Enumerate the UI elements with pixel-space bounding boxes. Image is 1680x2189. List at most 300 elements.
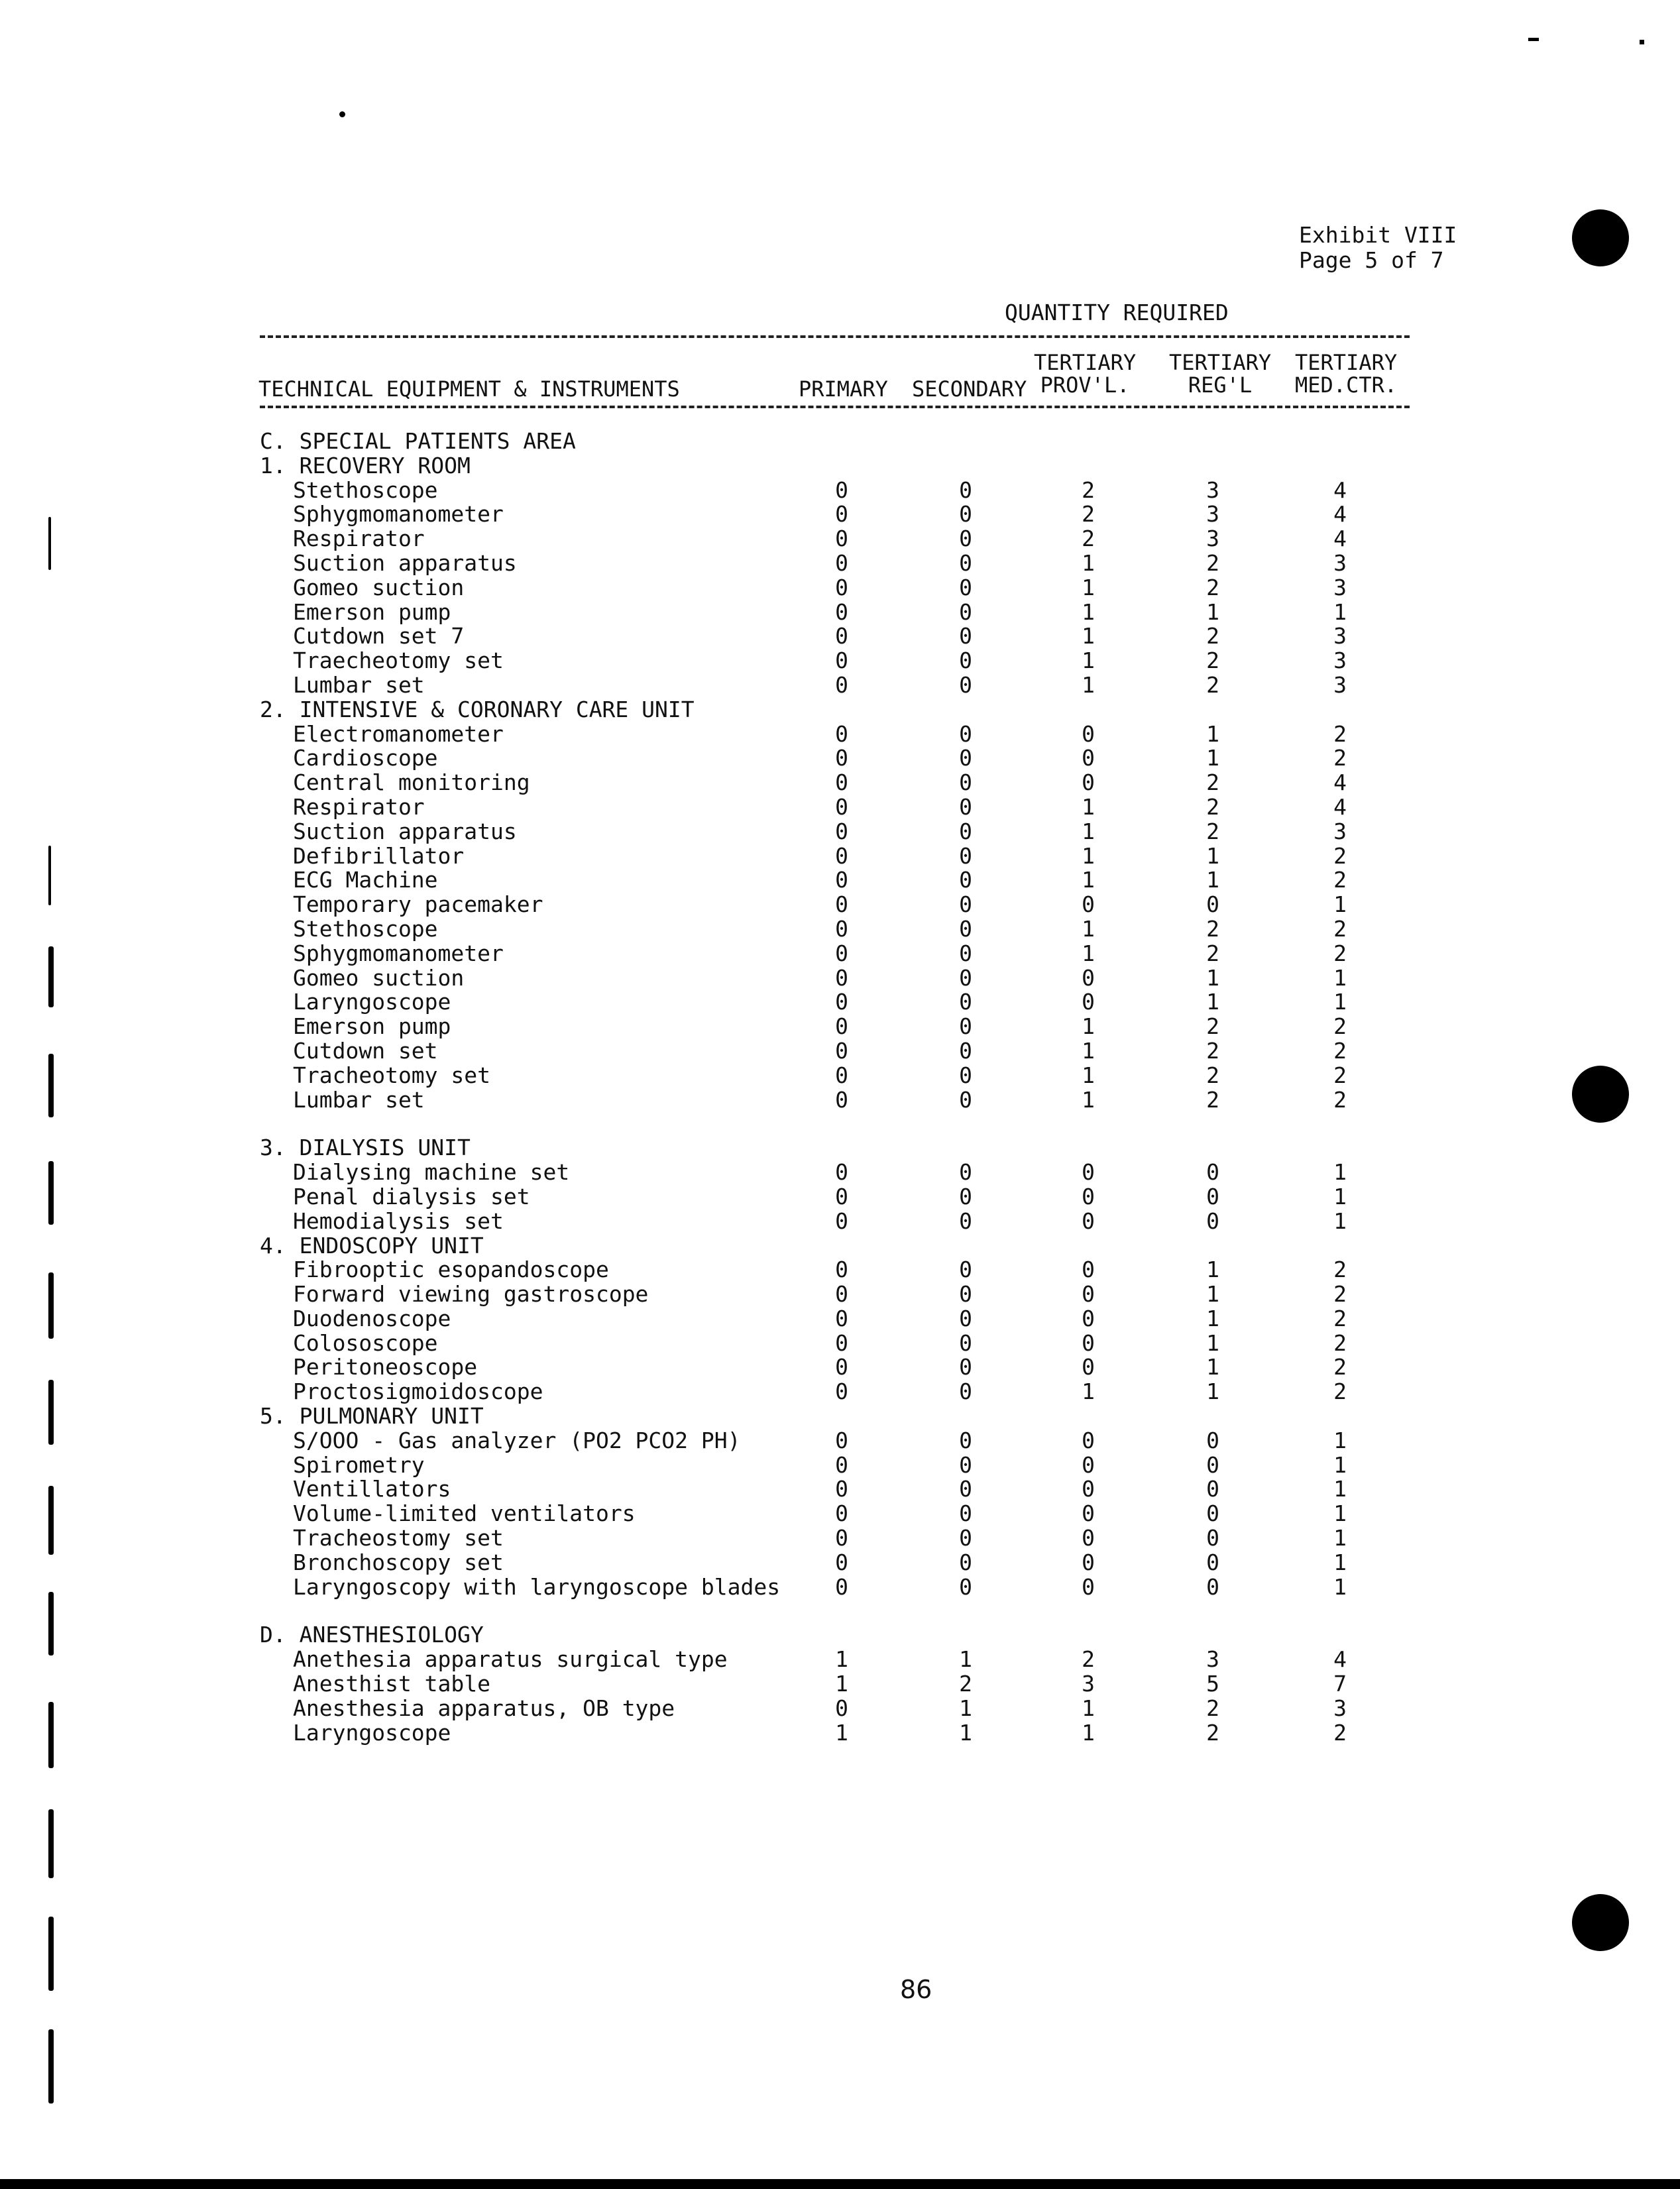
equipment-name: Peritoneoscope: [293, 1354, 478, 1380]
equipment-name: Emerson pump: [293, 598, 451, 625]
table-row: [0, 1258, 1680, 1282]
binder-hole-middle: [1572, 1066, 1629, 1123]
table-row: [0, 1721, 1680, 1746]
edge-mark: [48, 1809, 54, 1878]
tertiary-medctr-qty: 1: [1333, 1427, 1347, 1453]
primary-qty: 0: [835, 818, 848, 844]
table-row: [0, 673, 1680, 698]
tertiary-provl-qty: 0: [1082, 1159, 1095, 1186]
primary-qty: 0: [835, 574, 848, 600]
tertiary-provl-qty: 0: [1082, 1500, 1095, 1527]
secondary-qty: 0: [959, 1159, 972, 1186]
tertiary-medctr-qty: 2: [1333, 1062, 1347, 1088]
table-row: [0, 576, 1680, 600]
tertiary-regl-qty: 2: [1206, 623, 1219, 649]
section-heading-label: C. SPECIAL PATIENTS AREA: [260, 428, 576, 454]
tertiary-medctr-qty: 2: [1333, 867, 1347, 893]
tertiary-regl-qty: 2: [1206, 915, 1219, 942]
table-row: [0, 502, 1680, 527]
tertiary-medctr-qty: 4: [1333, 477, 1347, 503]
tertiary-medctr-qty: 1: [1333, 1183, 1347, 1209]
table-row: [0, 1453, 1680, 1478]
tertiary-medctr-qty: 3: [1333, 647, 1347, 674]
tertiary-medctr-qty: 1: [1333, 1451, 1347, 1478]
secondary-qty: 0: [959, 1257, 972, 1283]
tertiary-provl-qty: 0: [1082, 1525, 1095, 1551]
tertiary-regl-qty: 1: [1206, 1378, 1219, 1405]
scan-border-bottom: [0, 2179, 1680, 2189]
secondary-qty: 0: [959, 1013, 972, 1040]
table-row: [0, 820, 1680, 844]
tertiary-medctr-qty: 2: [1333, 1013, 1347, 1040]
tertiary-medctr-qty: 1: [1333, 1525, 1347, 1551]
equipment-name: Respirator: [293, 526, 425, 552]
tertiary-medctr-qty: 2: [1333, 1037, 1347, 1064]
tertiary-medctr-qty: 3: [1333, 549, 1347, 576]
equipment-name: Sphygmomanometer: [293, 501, 504, 528]
table-row: [0, 746, 1680, 771]
section-heading-label: 1. RECOVERY ROOM: [260, 452, 471, 478]
table-row: [0, 1551, 1680, 1575]
primary-qty: 0: [835, 1257, 848, 1283]
equipment-name: Spirometry: [293, 1451, 425, 1478]
tertiary-medctr-qty: 4: [1333, 769, 1347, 796]
tertiary-regl-qty: 2: [1206, 818, 1219, 844]
table-row: [0, 649, 1680, 673]
secondary-qty: 0: [959, 623, 972, 649]
table-row: [0, 1307, 1680, 1331]
tertiary-provl-qty: 0: [1082, 1207, 1095, 1234]
primary-qty: 1: [835, 1646, 848, 1673]
secondary-qty: 0: [959, 1476, 972, 1502]
tertiary-medctr-qty: 2: [1333, 745, 1347, 771]
tertiary-medctr-qty: 2: [1333, 1329, 1347, 1356]
section-heading-label: 5. PULMONARY UNIT: [260, 1403, 484, 1430]
secondary-qty: 0: [959, 891, 972, 918]
tertiary-provl-qty: 0: [1082, 891, 1095, 918]
tertiary-provl-qty: 1: [1082, 598, 1095, 625]
table-row: [0, 1477, 1680, 1502]
tertiary-provl-qty: 1: [1082, 1037, 1095, 1064]
equipment-name: Emerson pump: [293, 1013, 451, 1040]
table-row: [0, 1209, 1680, 1234]
secondary-qty: 0: [959, 1062, 972, 1088]
table-row: [0, 551, 1680, 576]
secondary-qty: 0: [959, 1525, 972, 1551]
edge-mark: [48, 1917, 54, 1991]
primary-qty: 0: [835, 1354, 848, 1380]
equipment-name: Suction apparatus: [293, 818, 517, 844]
equipment-name: Hemodialysis set: [293, 1207, 504, 1234]
scan-speck: [339, 111, 345, 117]
equipment-name: Tracheostomy set: [293, 1525, 504, 1551]
secondary-qty: 0: [959, 1329, 972, 1356]
binder-hole-bottom: [1572, 1894, 1629, 1951]
equipment-name: Stethoscope: [293, 477, 438, 503]
tertiary-regl-qty: 0: [1206, 1427, 1219, 1453]
table-row: [0, 1088, 1680, 1113]
tertiary-provl-qty: 0: [1082, 745, 1095, 771]
table-row: [0, 722, 1680, 747]
primary-qty: 0: [835, 1086, 848, 1113]
table-row: [0, 1331, 1680, 1356]
primary-qty: 0: [835, 1037, 848, 1064]
secondary-qty: 0: [959, 940, 972, 966]
primary-qty: 0: [835, 671, 848, 698]
primary-qty: 0: [835, 964, 848, 991]
edge-mark: [48, 1592, 54, 1656]
primary-qty: 0: [835, 647, 848, 674]
equipment-name: Laryngoscope: [293, 989, 451, 1015]
tertiary-medctr-qty: 2: [1333, 915, 1347, 942]
secondary-qty: 1: [959, 1719, 972, 1746]
primary-qty: 0: [835, 1207, 848, 1234]
secondary-qty: 0: [959, 477, 972, 503]
equipment-name: Traecheotomy set: [293, 647, 504, 674]
tertiary-medctr-qty: 1: [1333, 1476, 1347, 1502]
table-row: [0, 771, 1680, 795]
equipment-name: Sphygmomanometer: [293, 940, 504, 966]
edge-mark: [48, 946, 54, 1007]
tertiary-medctr-qty: 1: [1333, 989, 1347, 1015]
tertiary-regl-qty: 1: [1206, 1354, 1219, 1380]
tertiary-provl-qty: 1: [1082, 1086, 1095, 1113]
tertiary-regl-qty: 2: [1206, 1037, 1219, 1064]
tertiary-regl-qty: 1: [1206, 720, 1219, 747]
column-header-item: TECHNICAL EQUIPMENT & INSTRUMENTS: [258, 376, 680, 402]
table-row: [0, 600, 1680, 625]
tertiary-regl-qty: 0: [1206, 1525, 1219, 1551]
tertiary-medctr-qty: 4: [1333, 501, 1347, 528]
tertiary-medctr-qty: 1: [1333, 1159, 1347, 1186]
section-heading: [0, 1136, 1680, 1160]
secondary-qty: 0: [959, 989, 972, 1015]
tertiary-regl-qty: 2: [1206, 1695, 1219, 1721]
primary-qty: 0: [835, 745, 848, 771]
table-row: [0, 844, 1680, 869]
secondary-qty: 0: [959, 769, 972, 796]
edge-mark: [48, 1380, 54, 1445]
tertiary-provl-qty: 1: [1082, 1719, 1095, 1746]
equipment-name: Colososcope: [293, 1329, 438, 1356]
secondary-qty: 0: [959, 1305, 972, 1331]
column-header-primary: PRIMARY: [799, 376, 888, 402]
tertiary-regl-qty: 3: [1206, 1646, 1219, 1673]
column-header-tertiary-medctr: TERTIARY MED.CTR.: [1295, 350, 1398, 398]
table-row: [0, 1039, 1680, 1064]
primary-qty: 0: [835, 1500, 848, 1527]
secondary-qty: 0: [959, 793, 972, 820]
secondary-qty: 0: [959, 1451, 972, 1478]
secondary-qty: 0: [959, 1207, 972, 1234]
equipment-name: Fibrooptic esopandoscope: [293, 1257, 609, 1283]
secondary-qty: 0: [959, 501, 972, 528]
secondary-qty: 0: [959, 574, 972, 600]
tertiary-medctr-qty: 3: [1333, 671, 1347, 698]
equipment-name: Laryngoscopy with laryngoscope blades: [293, 1573, 781, 1600]
secondary-qty: 0: [959, 549, 972, 576]
page-of-label: Page 5 of 7: [1299, 247, 1444, 273]
equipment-name: Bronchoscopy set: [293, 1549, 504, 1575]
primary-qty: 0: [835, 867, 848, 893]
tertiary-regl-qty: 2: [1206, 940, 1219, 966]
tertiary-provl-qty: 0: [1082, 1329, 1095, 1356]
equipment-name: S/OOO - Gas analyzer (PO2 PCO2 PH): [293, 1427, 741, 1453]
edge-mark: [48, 2029, 54, 2104]
tertiary-provl-qty: 0: [1082, 1476, 1095, 1502]
tertiary-medctr-qty: 2: [1333, 1086, 1347, 1113]
tertiary-regl-qty: 0: [1206, 1451, 1219, 1478]
tertiary-regl-qty: 2: [1206, 793, 1219, 820]
tertiary-provl-qty: 0: [1082, 1183, 1095, 1209]
primary-qty: 0: [835, 477, 848, 503]
primary-qty: 0: [835, 623, 848, 649]
primary-qty: 0: [835, 1281, 848, 1308]
section-heading: [0, 1623, 1680, 1648]
tertiary-provl-qty: 2: [1082, 477, 1095, 503]
section-spacer: [0, 1112, 1680, 1136]
secondary-qty: 0: [959, 842, 972, 869]
section-heading: [0, 429, 1680, 454]
tertiary-regl-qty: 2: [1206, 574, 1219, 600]
primary-qty: 0: [835, 1525, 848, 1551]
tertiary-medctr-qty: 1: [1333, 1573, 1347, 1600]
section-spacer: [0, 1599, 1680, 1623]
table-row: [0, 893, 1680, 917]
tertiary-provl-qty: 0: [1082, 769, 1095, 796]
tertiary-provl-qty: 1: [1082, 842, 1095, 869]
edge-mark: [48, 1272, 54, 1339]
tertiary-provl-qty: 0: [1082, 1427, 1095, 1453]
primary-qty: 0: [835, 1378, 848, 1405]
tertiary-provl-qty: 0: [1082, 989, 1095, 1015]
secondary-qty: 0: [959, 598, 972, 625]
tertiary-medctr-qty: 2: [1333, 1305, 1347, 1331]
tertiary-provl-qty: 0: [1082, 1281, 1095, 1308]
tertiary-medctr-qty: 2: [1333, 720, 1347, 747]
tertiary-medctr-qty: 7: [1333, 1671, 1347, 1697]
equipment-name: Lumbar set: [293, 1086, 425, 1113]
tertiary-medctr-qty: 1: [1333, 1549, 1347, 1575]
primary-qty: 0: [835, 549, 848, 576]
tertiary-medctr-qty: 3: [1333, 1695, 1347, 1721]
equipment-name: Anethesia apparatus surgical type: [293, 1646, 728, 1673]
secondary-qty: 0: [959, 818, 972, 844]
primary-qty: 0: [835, 598, 848, 625]
table-row: [0, 1697, 1680, 1721]
equipment-name: Cutdown set 7: [293, 623, 465, 649]
tertiary-medctr-qty: 4: [1333, 526, 1347, 552]
tertiary-regl-qty: 2: [1206, 1062, 1219, 1088]
primary-qty: 0: [835, 1329, 848, 1356]
table-row: [0, 1355, 1680, 1380]
tertiary-provl-qty: 0: [1082, 1573, 1095, 1600]
tertiary-medctr-qty: 3: [1333, 574, 1347, 600]
table-row: [0, 527, 1680, 551]
table-row: [0, 917, 1680, 942]
exhibit-title: Exhibit VIII: [1299, 222, 1457, 248]
primary-qty: 0: [835, 1427, 848, 1453]
equipment-name: Electromanometer: [293, 720, 504, 747]
primary-qty: 0: [835, 1451, 848, 1478]
primary-qty: 0: [835, 501, 848, 528]
primary-qty: 0: [835, 793, 848, 820]
equipment-name: Gomeo suction: [293, 574, 465, 600]
tertiary-regl-qty: 0: [1206, 1476, 1219, 1502]
tertiary-provl-qty: 0: [1082, 1305, 1095, 1331]
tertiary-provl-qty: 1: [1082, 867, 1095, 893]
secondary-qty: 0: [959, 1354, 972, 1380]
section-heading: [0, 1404, 1680, 1429]
primary-qty: 1: [835, 1671, 848, 1697]
scan-speck: [1640, 40, 1644, 44]
primary-qty: 0: [835, 1305, 848, 1331]
edge-mark: [48, 1486, 54, 1555]
section-heading-label: 3. DIALYSIS UNIT: [260, 1135, 471, 1161]
secondary-qty: 0: [959, 964, 972, 991]
table-row: [0, 1526, 1680, 1551]
primary-qty: 0: [835, 940, 848, 966]
equipment-name: Volume-limited ventilators: [293, 1500, 636, 1527]
edge-mark: [48, 517, 51, 570]
tertiary-regl-qty: 0: [1206, 1183, 1219, 1209]
column-header-tertiary-regl: TERTIARY REG'L: [1169, 350, 1272, 398]
tertiary-provl-qty: 2: [1082, 501, 1095, 528]
section-heading-label: 4. ENDOSCOPY UNIT: [260, 1232, 484, 1259]
primary-qty: 0: [835, 989, 848, 1015]
equipment-name: Laryngoscope: [293, 1719, 451, 1746]
section-heading-label: D. ANESTHESIOLOGY: [260, 1622, 484, 1648]
tertiary-provl-qty: 0: [1082, 1257, 1095, 1283]
tertiary-regl-qty: 2: [1206, 549, 1219, 576]
header-divider-top: [260, 335, 1410, 338]
tertiary-provl-qty: 1: [1082, 574, 1095, 600]
secondary-qty: 0: [959, 671, 972, 698]
secondary-qty: 0: [959, 647, 972, 674]
tertiary-provl-qty: 2: [1082, 1646, 1095, 1673]
tertiary-provl-qty: 1: [1082, 818, 1095, 844]
tertiary-regl-qty: 1: [1206, 1329, 1219, 1356]
tertiary-regl-qty: 3: [1206, 526, 1219, 552]
tertiary-regl-qty: 5: [1206, 1671, 1219, 1697]
edge-mark: [48, 1054, 54, 1117]
tertiary-provl-qty: 3: [1082, 1671, 1095, 1697]
equipment-name: Gomeo suction: [293, 964, 465, 991]
equipment-table: [0, 429, 1680, 1745]
secondary-qty: 0: [959, 1500, 972, 1527]
equipment-name: Cutdown set: [293, 1037, 438, 1064]
table-row: [0, 1015, 1680, 1039]
tertiary-regl-qty: 1: [1206, 598, 1219, 625]
equipment-name: Tracheotomy set: [293, 1062, 491, 1088]
tertiary-provl-qty: 0: [1082, 720, 1095, 747]
header-divider-bottom: [260, 406, 1410, 408]
tertiary-medctr-qty: 2: [1333, 940, 1347, 966]
tertiary-regl-qty: 2: [1206, 1086, 1219, 1113]
secondary-qty: 0: [959, 867, 972, 893]
equipment-name: Suction apparatus: [293, 549, 517, 576]
secondary-qty: 0: [959, 1549, 972, 1575]
binder-hole-top: [1572, 209, 1629, 266]
primary-qty: 0: [835, 891, 848, 918]
section-heading-label: 2. INTENSIVE & CORONARY CARE UNIT: [260, 696, 695, 722]
secondary-qty: 1: [959, 1646, 972, 1673]
tertiary-provl-qty: 0: [1082, 964, 1095, 991]
tertiary-provl-qty: 1: [1082, 1062, 1095, 1088]
tertiary-medctr-qty: 2: [1333, 1354, 1347, 1380]
secondary-qty: 0: [959, 720, 972, 747]
primary-qty: 0: [835, 1549, 848, 1575]
table-row: [0, 1380, 1680, 1404]
tertiary-regl-qty: 3: [1206, 501, 1219, 528]
table-row: [0, 942, 1680, 966]
scan-speck: [1528, 38, 1539, 41]
primary-qty: 0: [835, 915, 848, 942]
tertiary-provl-qty: 2: [1082, 526, 1095, 552]
tertiary-regl-qty: 0: [1206, 1573, 1219, 1600]
table-row: [0, 990, 1680, 1015]
primary-qty: 0: [835, 1695, 848, 1721]
secondary-qty: 0: [959, 745, 972, 771]
tertiary-regl-qty: 0: [1206, 1159, 1219, 1186]
tertiary-regl-qty: 2: [1206, 671, 1219, 698]
tertiary-provl-qty: 0: [1082, 1549, 1095, 1575]
tertiary-provl-qty: 0: [1082, 1354, 1095, 1380]
tertiary-regl-qty: 0: [1206, 1500, 1219, 1527]
tertiary-regl-qty: 0: [1206, 1207, 1219, 1234]
primary-qty: 0: [835, 1476, 848, 1502]
secondary-qty: 0: [959, 1086, 972, 1113]
primary-qty: 0: [835, 842, 848, 869]
tertiary-regl-qty: 1: [1206, 842, 1219, 869]
tertiary-regl-qty: 0: [1206, 891, 1219, 918]
tertiary-medctr-qty: 2: [1333, 1719, 1347, 1746]
tertiary-medctr-qty: 2: [1333, 842, 1347, 869]
tertiary-regl-qty: 2: [1206, 1719, 1219, 1746]
edge-mark: [48, 846, 51, 905]
tertiary-medctr-qty: 3: [1333, 818, 1347, 844]
equipment-name: ECG Machine: [293, 867, 438, 893]
secondary-qty: 0: [959, 915, 972, 942]
edge-mark: [48, 1702, 54, 1768]
tertiary-medctr-qty: 1: [1333, 964, 1347, 991]
secondary-qty: 0: [959, 1427, 972, 1453]
secondary-qty: 0: [959, 1281, 972, 1308]
tertiary-medctr-qty: 1: [1333, 1500, 1347, 1527]
tertiary-provl-qty: 1: [1082, 915, 1095, 942]
primary-qty: 0: [835, 769, 848, 796]
tertiary-regl-qty: 1: [1206, 745, 1219, 771]
table-row: [0, 1575, 1680, 1600]
table-row: [0, 1648, 1680, 1672]
primary-qty: 0: [835, 1573, 848, 1600]
table-row: [0, 1672, 1680, 1697]
table-row: [0, 1185, 1680, 1209]
equipment-name: Central monitoring: [293, 769, 530, 796]
equipment-name: Dialysing machine set: [293, 1159, 570, 1186]
tertiary-regl-qty: 1: [1206, 1281, 1219, 1308]
primary-qty: 1: [835, 1719, 848, 1746]
equipment-name: Anesthesia apparatus, OB type: [293, 1695, 675, 1721]
tertiary-medctr-qty: 2: [1333, 1281, 1347, 1308]
tertiary-regl-qty: 1: [1206, 1305, 1219, 1331]
table-row: [0, 1282, 1680, 1307]
tertiary-regl-qty: 1: [1206, 964, 1219, 991]
table-row: [0, 624, 1680, 649]
tertiary-regl-qty: 2: [1206, 769, 1219, 796]
equipment-name: Proctosigmoidoscope: [293, 1378, 543, 1405]
column-header-tertiary-provl: TERTIARY PROV'L.: [1034, 350, 1137, 398]
